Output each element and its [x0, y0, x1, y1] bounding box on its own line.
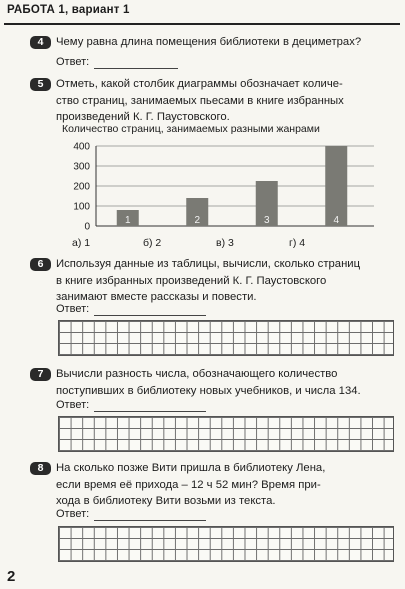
answer-grid-8[interactable]: [58, 526, 394, 562]
question-5-line-2: ство страниц, занимаемых пьесами в книге избранных: [56, 94, 344, 107]
bar: [325, 146, 347, 226]
answer-field-4[interactable]: [94, 68, 178, 69]
answer-grid-7[interactable]: [58, 416, 394, 452]
question-7-text: [56, 366, 396, 399]
question-number-5: 5: [30, 78, 51, 91]
answer-field-8[interactable]: [94, 520, 206, 521]
question-6-text: [56, 256, 396, 306]
question-5-line-3: произведений К. Г. Паустовского.: [56, 111, 230, 123]
question-8-text: [56, 460, 396, 510]
answer-label-7: Ответ:: [56, 399, 90, 411]
question-5-text: [56, 76, 394, 126]
answer-field-6[interactable]: [94, 315, 206, 316]
option-c[interactable]: в) 3: [216, 237, 234, 249]
question-8-line-3: хода в библиотеку Вити возьми из текста.: [56, 495, 276, 507]
work-title: РАБОТА 1, вариант 1: [7, 4, 130, 16]
y-tick-label: 0: [84, 221, 90, 232]
question-8-line-2: если время её прихода – 12 ч 52 мин? Время при-: [56, 478, 321, 491]
y-tick-label: 200: [73, 181, 90, 193]
y-tick-label: 400: [73, 141, 90, 153]
question-5-line-1: Отметь, какой столбик диаграммы обозначает количе-: [56, 78, 343, 90]
bar-label: 3: [263, 215, 270, 226]
question-8-line-1: На сколько позже Вити пришла в библиотеку Лена,: [56, 462, 326, 474]
answer-label-8: Ответ:: [56, 508, 90, 520]
answer-field-7[interactable]: [94, 411, 206, 412]
answer-grid-6[interactable]: [58, 320, 394, 356]
bar-label: 4: [333, 215, 340, 226]
page-number: 2: [7, 568, 16, 585]
option-b[interactable]: б) 2: [143, 237, 162, 249]
question-number-4: 4: [30, 36, 51, 49]
bar-label: 2: [194, 215, 201, 226]
answer-label-4: Ответ:: [56, 56, 90, 68]
question-7-line-2: поступивших в библиотеку новых учебников, и числа 134.: [56, 384, 361, 397]
option-d[interactable]: г) 4: [289, 237, 306, 249]
answer-label-6: Ответ:: [56, 303, 90, 315]
question-4-text: Чему равна длина помещения библиотеки в дециметрах?: [56, 36, 362, 48]
bar-chart: [60, 120, 380, 232]
question-6-line-3: занимают вместе рассказы и повести.: [56, 291, 257, 303]
bar-label: 1: [124, 215, 131, 226]
y-tick-label: 300: [73, 161, 90, 173]
question-number-6: 6: [30, 258, 51, 271]
question-7-line-1: Вычисли разность числа, обозначающего количество: [56, 368, 338, 380]
question-6-line-1: Используя данные из таблицы, вычисли, сколько страниц: [56, 258, 361, 270]
y-tick-label: 100: [73, 201, 90, 213]
chart-title: Количество страниц, занимаемых разными жанрами: [62, 123, 320, 135]
question-number-8: 8: [30, 462, 51, 475]
option-a[interactable]: а) 1: [72, 237, 91, 249]
question-6-line-2: в книге избранных произведений К. Г. Паустовского: [56, 274, 327, 287]
header-divider: [4, 23, 400, 25]
question-number-7: 7: [30, 368, 51, 381]
